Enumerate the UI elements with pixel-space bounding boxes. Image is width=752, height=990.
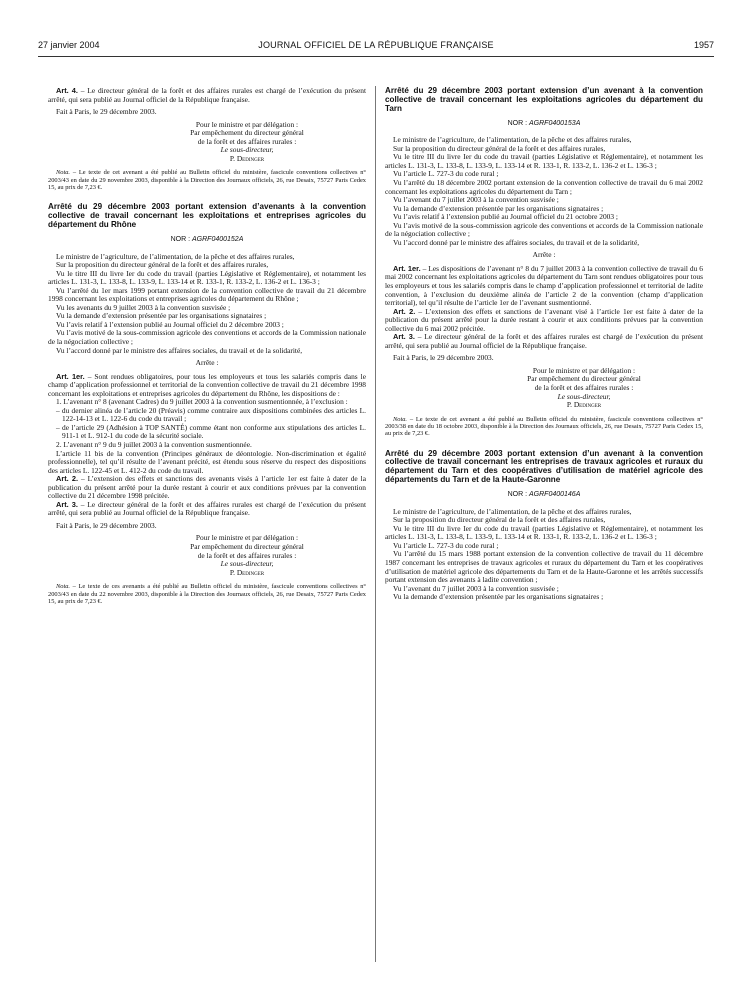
signature-block [465, 367, 703, 410]
paragraph: Vu l’arrêté du 18 décembre 2002 portant extension de la convention collective de travail du 6 mai 2002 concernant les exploitations agricoles du département du Tarn ; [385, 178, 703, 196]
signatory-name: P. Dedinger [229, 153, 265, 163]
paragraph: Vu la demande d’extension présentée par les organisations signataires ; [393, 203, 604, 213]
article-text: – L’extension des effets et sanctions de l’avenant visé à l’article 1er est faite à dater de la publication du présent arrêté pour la durée restant à courir et aux conditions prévues par la convention collective du 6 mai 2002 précitée. [385, 306, 703, 333]
paragraph: Vu l’avis motivé de la sous-commission agricole des conventions et accords de la Commission nationale de la négociation collective ; [385, 220, 703, 239]
nor-label: NOR : [507, 491, 529, 499]
article-label: Art. 1er. [56, 371, 85, 381]
article-text: – Sont rendues obligatoires, pour tous les employeurs et tous les salariés compris dans le champ d’application professionnel et territorial de la convention collective de travail du 21 décembre 1998 concernant les exploitations et entreprises agricoles du département du Rhône, les dispositions de : [48, 371, 366, 398]
paragraph: Le ministre de l’agriculture, de l’alimentation, de la pêche et des affaires rurales, [393, 506, 632, 516]
article-3 [385, 333, 703, 350]
signature-title: Le sous-directeur, [220, 145, 274, 155]
paragraph: Le ministre de l’agriculture, de l’alimentation, de la pêche et des affaires rurales, [56, 251, 295, 261]
header-page-number: 1957 [693, 40, 714, 50]
article-1 [385, 265, 703, 308]
signature-block [128, 121, 366, 164]
nota-text: – Le texte de cet avenant a été publié au Bulletin officiel du ministère, fascicule conventions collectives n° 2003/38 en date du 18 octobre 2003, disponible à la Direction des Journaux officiels, 26, rue Desaix, 75727 Paris Cedex 15, au prix de 7,23 €. [385, 415, 703, 438]
arrete-heading: Arrête : [532, 250, 556, 260]
paragraph: Vu l’avis relatif à l’extension publié au Journal officiel du 21 octobre 2003 ; [393, 212, 618, 222]
paragraph: Vu l’article L. 727-3 du code rural ; [393, 540, 499, 550]
list-item: – de l’article 29 (Adhésion à TOP SANTÉ) comme étant non conforme aux stipulations des articles L. 911-1 et L. 912-1 du code de la sécurité sociale. [56, 422, 366, 441]
paragraph: Vu les avenants du 9 juillet 2003 à la convention susvisée ; [56, 302, 231, 312]
right-column [385, 87, 703, 602]
nota [48, 583, 366, 605]
nor-label: NOR : [170, 235, 192, 243]
paragraph: Vu le titre III du livre Ier du code du travail (parties Législative et Réglementaire), et notamment les articles L. 131-3, L. 133-8, L. 133-9, L. 133-14 et R. 133-1, R. 133-2, L. 136-2 et L. 136-3 ; [385, 523, 703, 542]
paragraph: Sur la proposition du directeur général de la forêt et des affaires rurales, [393, 143, 606, 153]
signatory-name: P. Dedinger [229, 567, 265, 577]
article-text: – Le directeur général de la forêt et des affaires rurales est chargé de l’exécution du présent arrêté, qui sera publié au Journal officiel de la République française. [385, 332, 703, 350]
decree-title: Arrêté du 29 décembre 2003 portant extension d’un avenant à la convention collective de travail concernant les exploitations agricoles du département du Tarn [385, 86, 703, 113]
article-4 [48, 87, 366, 104]
nota-text: – Le texte de cet avenant a été publié au Bulletin officiel du ministère, fascicule conventions collectives n° 2003/43 en date du 29 novembre 2003, disponible à la Direction des Journaux officiels, 26, rue Desaix, 75727 Paris Cedex 15, au prix de 7,23 €. [48, 169, 366, 191]
paragraph: Vu l’avis relatif à l’extension publié au Journal officiel du 2 décembre 2003 ; [56, 319, 284, 329]
nor-reference [385, 120, 703, 129]
article-label: Art. 4. [56, 86, 78, 95]
article-text: – L’extension des effets et sanctions des avenants visés à l’article 1er est faite à dater de la publication du présent arrêté pour la durée restant à courir et aux conditions prévues par la convention collective du 21 décembre 1998 précitée. [48, 474, 366, 501]
fait-a-paris: Fait à Paris, le 29 décembre 2003. [56, 520, 157, 530]
paragraph: Sur la proposition du directeur général de la forêt et des affaires rurales, [393, 515, 606, 525]
nota [385, 416, 703, 438]
paragraph: 1. L’avenant n° 8 (avenant Cadres) du 9 juillet 2003 à la convention susmentionnée, à l’exclusion : [56, 397, 348, 407]
fait-a-paris: Fait à Paris, le 29 décembre 2003. [393, 353, 494, 363]
signature-line: de la forêt et des affaires rurales : [534, 383, 634, 393]
signature-line: Pour le ministre et par délégation : [195, 119, 299, 129]
article-3 [48, 501, 366, 518]
nor-code: AGRF0400153A [529, 119, 581, 127]
signature-line: Par empêchement du directeur général [190, 542, 304, 552]
paragraph: Vu l’avenant du 7 juillet 2003 à la convention susvisée ; [393, 583, 559, 593]
nor-label: NOR : [507, 119, 529, 127]
article-2 [48, 475, 366, 501]
article-label: Art. 2. [393, 306, 416, 316]
article-text: – Les dispositions de l’avenant n° 8 du 7 juillet 2003 à la convention collective de travail du 6 mai 2002 concernant les exploitations agricoles du département du Tarn sont rendues obligatoires pour tous les employeurs et tous les salariés compris dans le champ d’application professionnel et territorial de ladite convention, à l’exclusion du deuxième alinéa de l’article 2 de la convention (champ d’application territorial), tel qu’il résulte de l’article 1er de l’avenant susmentionné. [385, 263, 703, 308]
signature-line: Par empêchement du directeur général [527, 374, 641, 384]
paragraph: Vu l’avenant du 7 juillet 2003 à la convention susvisée ; [393, 195, 559, 205]
paragraph: Vu le titre III du livre Ier du code du travail (parties Législative et Réglementaire), et notamment les articles L. 131-3, L. 133-8, L. 133-9, L. 133-14 et R. 133-1, R. 133-2, L. 136-2 et L. 136-3 ; [385, 152, 703, 170]
paragraph: Sur la proposition du directeur général de la forêt et des affaires rurales, [56, 260, 269, 270]
nor-reference [385, 491, 703, 500]
paragraph: Vu l’article L. 727-3 du code rural ; [393, 169, 499, 179]
paragraph: 2. L’avenant n° 9 du 9 juillet 2003 à la convention susmentionnée. [56, 440, 252, 450]
list-item: – du dernier alinéa de l’article 20 (Préavis) comme contraire aux dispositions combinées des articles L. 122-14-13 et L. 122-6 du code du travail ; [56, 405, 366, 424]
paragraph: Vu le titre III du livre Ier du code du travail (parties Législative et Réglementaire), et notamment les articles L. 131-3, L. 133-8, L. 133-9, L. 133-14 et R. 133-1, R. 133-2, L. 136-2 et L. 136-3 ; [48, 268, 366, 287]
article-label: Art. 2. [56, 474, 79, 484]
paragraph: L’article 11 bis de la convention (Principes généraux de déontologie. Non-discrimination et égalité professionnelle), tel qu’il résulte de l’avenant précité, est étendu sous réserve du respect des dispositions des articles L. 122-45 et L. 412-2 du code du travail. [48, 448, 366, 475]
article-1 [48, 373, 366, 399]
header-date: 27 janvier 2004 [38, 40, 100, 50]
header-rule [38, 56, 714, 57]
signature-line: Pour le ministre et par délégation : [195, 533, 299, 543]
article-text: – Le directeur général de la forêt et des affaires rurales est chargé de l’exécution du présent arrêté, qui sera publié au Journal officiel de la République française. [48, 86, 366, 104]
nota-label: Nota. [56, 169, 71, 177]
article-label: Art. 1er. [393, 263, 421, 273]
nor-code: AGRF0400146A [529, 491, 581, 499]
paragraph: Vu l’accord donné par le ministre des affaires sociales, du travail et de la solidarité, [56, 345, 303, 355]
signature-line: Par empêchement du directeur général [190, 128, 304, 138]
signatory-name: P. Dedinger [566, 400, 602, 410]
nota-text: – Le texte de ces avenants a été publié au Bulletin officiel du ministère, fascicule conventions collectives n° 2003/43 en date du 22 novembre 2003, disponible à la Direction des Journaux officiels, 26, rue Desaix, 75727 Paris Cedex 15, au prix de 7,23 €. [48, 583, 366, 605]
article-label: Art. 3. [56, 499, 78, 509]
paragraph: Le ministre de l’agriculture, de l’alimentation, de la pêche et des affaires rurales, [393, 135, 632, 145]
paragraph: Vu la demande d’extension présentée par les organisations signataires ; [56, 311, 267, 321]
signature-title: Le sous-directeur, [220, 559, 274, 569]
left-column [48, 87, 366, 617]
nor-code: AGRF0400152A [192, 235, 244, 243]
page-header [38, 40, 714, 54]
paragraph: Vu l’accord donné par le ministre des affaires sociales, du travail et de la solidarité, [393, 237, 640, 247]
nota-label: Nota. [393, 415, 408, 423]
arrete-heading: Arrête : [195, 358, 219, 368]
decree-title: Arrêté du 29 décembre 2003 portant extension d’un avenant à la convention collective de travail concernant les entreprises de travaux agricoles et ruraux du département du Tarn et des coopératives d’utilisation de matériel agricole des départements du Tarn et de la Haute-Garonne [385, 448, 703, 485]
signature-line: Pour le ministre et par délégation : [532, 365, 636, 375]
nota [48, 169, 366, 191]
fait-a-paris: Fait à Paris, le 29 décembre 2003. [56, 107, 157, 117]
paragraph: Vu l’arrêté du 1er mars 1999 portant extension de la convention collective de travail du 21 décembre 1998 concernant les exploitations et entreprises agricoles du département du Rhône ; [48, 285, 366, 304]
signature-line: de la forêt et des affaires rurales : [197, 136, 297, 146]
signature-title: Le sous-directeur, [557, 391, 611, 401]
decree-title: Arrêté du 29 décembre 2003 portant extension d’avenants à la convention collective de travail concernant les exploitations et entreprises agricoles du département du Rhône [48, 202, 366, 230]
signature-line: de la forêt et des affaires rurales : [197, 550, 297, 560]
nor-reference [48, 236, 366, 245]
article-label: Art. 3. [393, 332, 415, 342]
signature-block [128, 534, 366, 577]
article-text: – Le directeur général de la forêt et des affaires rurales est chargé de l’exécution du présent arrêté, qui sera publié au Journal officiel de la République française. [48, 499, 366, 518]
column-divider [375, 86, 376, 962]
nota-label: Nota. [56, 583, 71, 591]
paragraph: Vu l’arrêté du 15 mars 1988 portant extension de la convention collective de travail du 11 décembre 1987 concernant les entreprises de travaux agricoles et ruraux du département du Tarn et les coopératives d’utilisation de matériel agricole des départements du Tarn et de la Haute-Garonne et les arrêtés successifs portant extension des avenants à ladite convention ; [385, 549, 703, 585]
header-journal-title: JOURNAL OFFICIEL DE LA RÉPUBLIQUE FRANÇAISE [258, 40, 494, 50]
paragraph: Vu la demande d’extension présentée par les organisations signataires ; [393, 592, 604, 602]
paragraph: Vu l’avis motivé de la sous-commission agricole des conventions et accords de la Commission nationale de la négociation collective ; [48, 328, 366, 346]
article-2 [385, 308, 703, 334]
